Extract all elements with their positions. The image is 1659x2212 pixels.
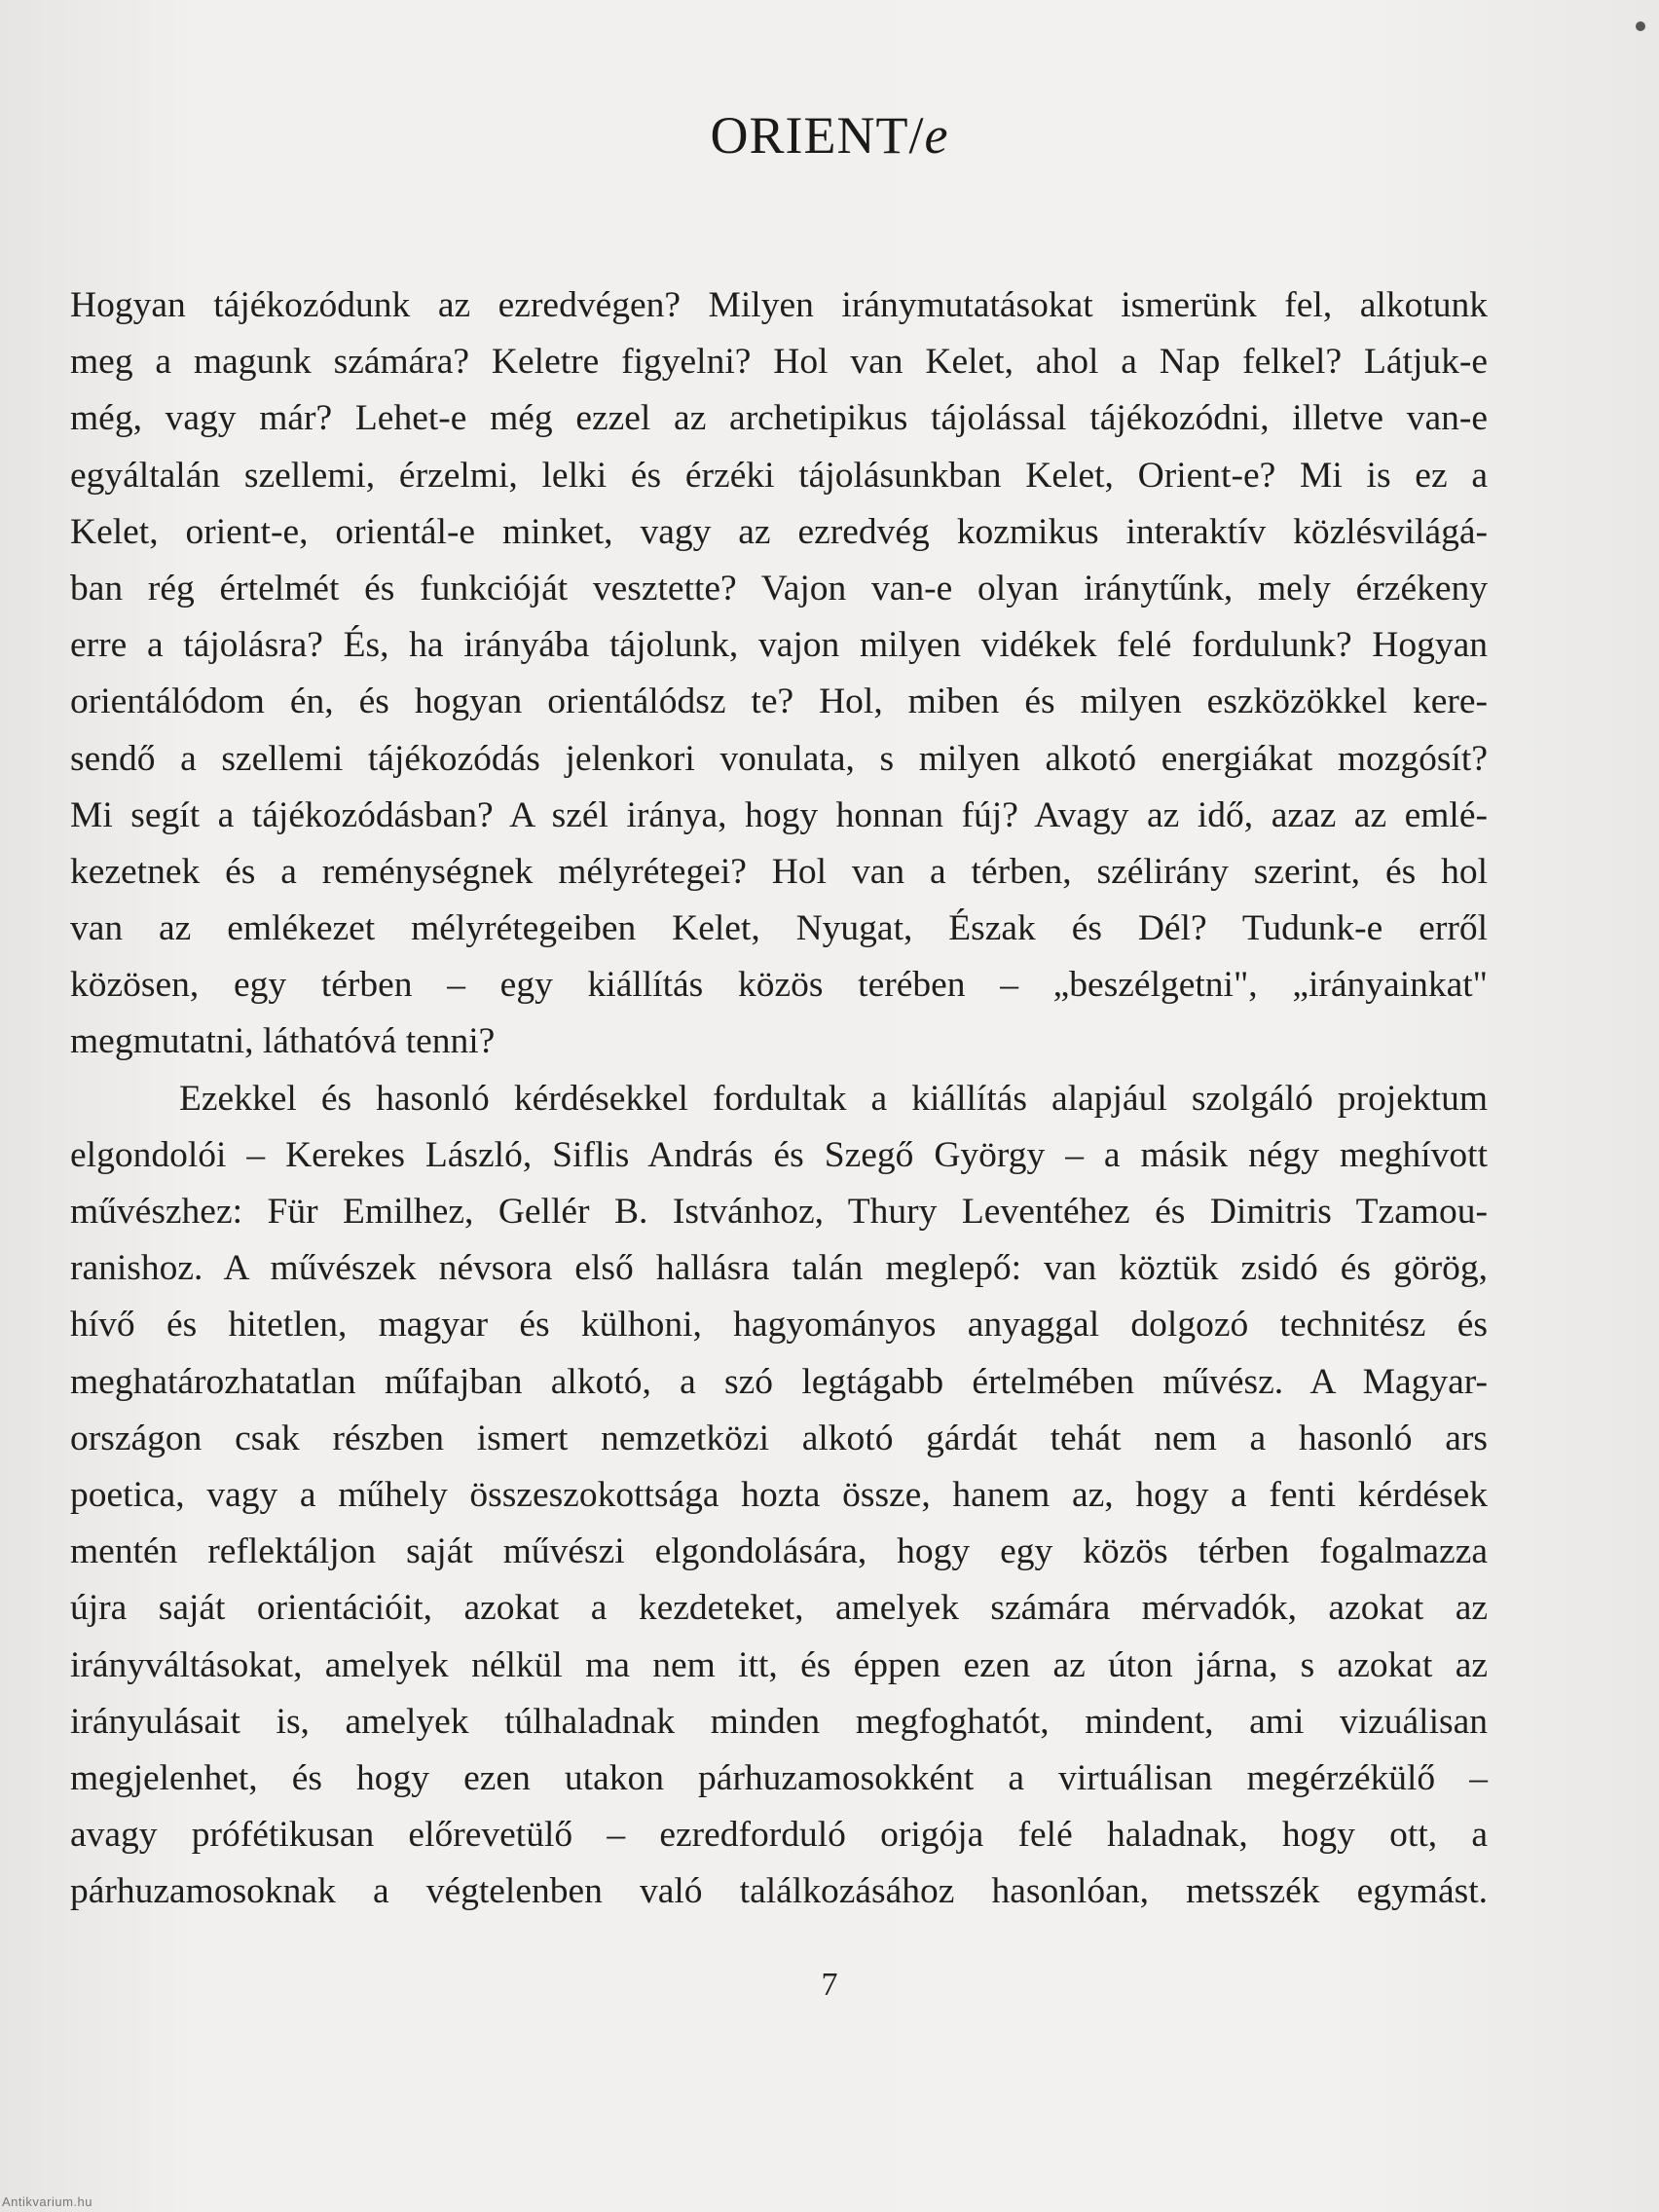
text-line: újra saját orientációit, azokat a kezdeteket, amelyek számára mérvadók, azokat az (70, 1588, 1488, 1629)
text-line: még, vagy már? Lehet-e még ezzel az archetipikus tájolással tájékozódni, illetve van-e (70, 398, 1488, 439)
title-main: ORIENT/ (710, 106, 925, 165)
text-line: mentén reflektáljon saját művészi elgondolására, hogy egy közös térben fogalmazza (70, 1531, 1488, 1572)
page-speck (1636, 21, 1645, 31)
text-line: meghatározhatatlan műfajban alkotó, a szó legtágabb értelmében művész. A Magyar- (70, 1361, 1488, 1402)
text-line: sendő a szellemi tájékozódás jelenkori vonulata, s milyen alkotó energiákat mozgósít? (70, 738, 1488, 779)
text-line: közösen, egy térben – egy kiállítás közös terében – „beszélgetni", „irányainkat" (70, 965, 1488, 1006)
text-line: Hogyan tájékozódunk az ezredvégen? Milyen iránymutatásokat ismerünk fel, alkotunk (70, 285, 1488, 325)
text-line: párhuzamosoknak a végtelenben való találkozásához hasonlóan, metsszék egymást. (70, 1871, 1488, 1912)
text-line: avagy prófétikusan előrevetülő – ezredforduló origója felé haladnak, hogy ott, a (70, 1815, 1488, 1856)
page-number: 7 (821, 1967, 838, 2003)
title-italic: e (924, 106, 949, 165)
text-line: megjelenhet, és hogy ezen utakon párhuzamosokként a virtuálisan megérzékülő – (70, 1757, 1488, 1798)
text-line: meg a magunk számára? Keletre figyelni? Hol van Kelet, ahol a Nap felkel? Látjuk-e (70, 342, 1488, 383)
text-line: Mi segít a tájékozódásban? A szél iránya, hogy honnan fúj? Avagy az idő, azaz az emlé- (70, 794, 1488, 835)
body-text (70, 277, 1488, 1920)
text-line: van az emlékezet mélyrétegeiben Kelet, Nyugat, Észak és Dél? Tudunk-e erről (70, 908, 1488, 949)
text-line: irányváltásokat, amelyek nélkül ma nem itt, és éppen ezen az úton járna, s azokat az (70, 1644, 1488, 1685)
text-line: irányulásait is, amelyek túlhaladnak minden megfoghatót, mindent, ami vizuálisan (70, 1701, 1488, 1742)
text-line: Kelet, orient-e, orientál-e minket, vagy az ezredvég kozmikus interaktív közlésvilágá- (70, 511, 1488, 552)
text-line: elgondolói – Kerekes László, Siflis András és Szegő György – a másik négy meghívott (70, 1134, 1488, 1175)
text-line: erre a tájolásra? És, ha irányába tájolunk, vajon milyen vidékek felé fordulunk? Hogyan (70, 625, 1488, 666)
text-line: művészhez: Für Emilhez, Gellér B. Istvánhoz, Thury Leventéhez és Dimitris Tzamou- (70, 1192, 1488, 1232)
text-line: hívő és hitetlen, magyar és külhoni, hagyományos anyaggal dolgozó technitész és (70, 1305, 1488, 1346)
text-line: orientálódom én, és hogyan orientálódsz te? Hol, miben és milyen eszközökkel kere- (70, 682, 1488, 722)
watermark: Antikvarium.hu (2, 2194, 92, 2209)
text-line: országon csak részben ismert nemzetközi alkotó gárdát tehát nem a hasonló ars (70, 1418, 1488, 1458)
text-line: egyáltalán szellemi, érzelmi, lelki és érzéki tájolásunkban Kelet, Orient-e? Mi is ez a (70, 455, 1488, 496)
text-line: Ezekkel és hasonló kérdésekkel fordultak a kiállítás alapjául szolgáló projektum (179, 1078, 1488, 1119)
paragraph-2 (70, 1071, 1488, 1921)
text-line: ban rég értelmét és funkcióját vesztette? Vajon van-e olyan iránytűnk, mely érzékeny (70, 568, 1488, 608)
text-line: ranishoz. A művészek névsora első hallásra talán meglepő: van köztük zsidó és görög, (70, 1248, 1488, 1289)
text-line: megmutatni, láthatóvá tenni? (70, 1021, 496, 1062)
page-title (0, 105, 1659, 166)
text-line: poetica, vagy a műhely összeszokottsága hozta össze, hanem az, hogy a fenti kérdések (70, 1474, 1488, 1515)
paragraph-1 (70, 277, 1488, 1071)
text-line: kezetnek és a reménységnek mélyrétegei? Hol van a térben, szélirány szerint, és hol (70, 851, 1488, 892)
